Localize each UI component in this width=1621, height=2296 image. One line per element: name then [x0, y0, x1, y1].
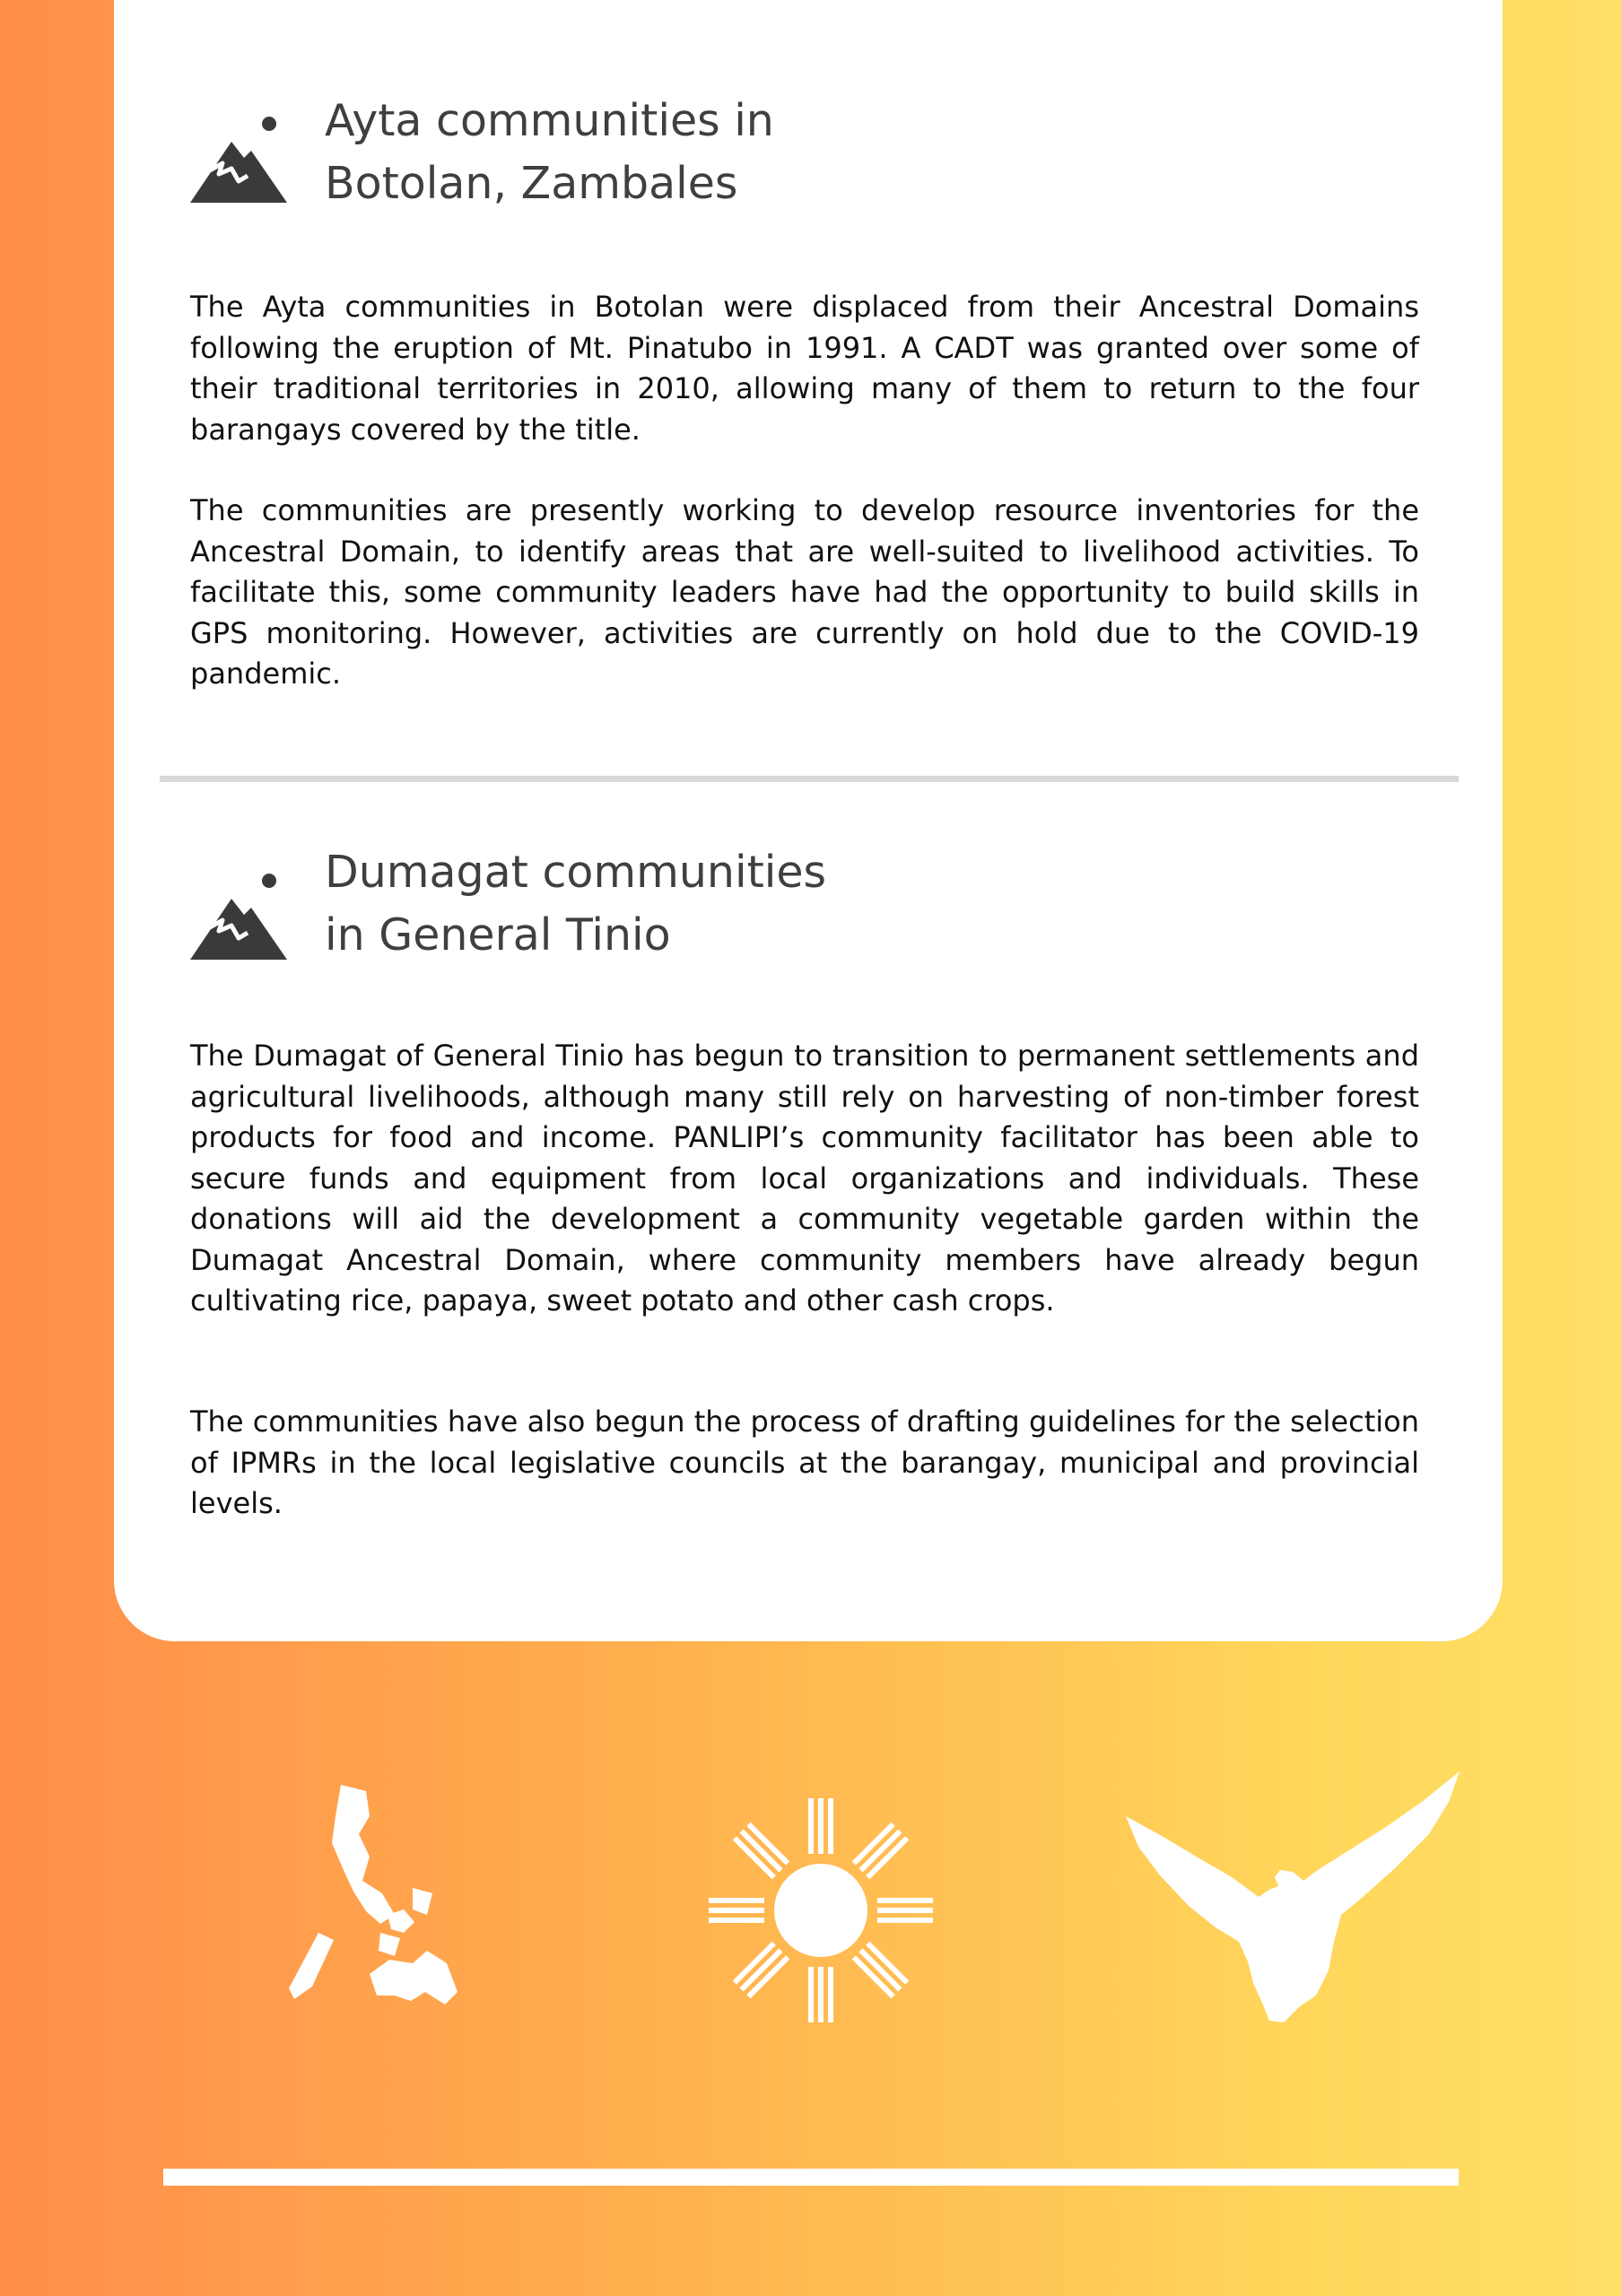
paragraph: The Dumagat of General Tinio has begun to transition to permanent settlements and agricultural livelihoods, although many still rely on harvesting of non-timber forest products for food and income. PANLIPI’s community facilitator has been able to secure funds and equipment from local organizations and individuals. These donations will aid the development a community vegetable garden within the Dumagat Ancestral Domain, where community members have already begun cultivating rice, papaya, sweet potato and other cash crops.: [190, 1039, 1419, 1318]
paragraph: The communities are presently working to develop resource inventories for the Ancestral Domain, to identify areas that are well-suited to livelihood activities. To facilitate this, some community leaders have had the opportunity to build skills in GPS monitoring. However, activities are currently on hold due to the COVID-19 pandemic.: [190, 493, 1419, 691]
section-title-line: Ayta communities in: [325, 95, 774, 146]
eagle-icon: [1126, 1771, 1467, 2031]
section-title-line: Dumagat communities: [325, 847, 827, 898]
mountain-icon: [190, 115, 287, 204]
mountain-icon: [190, 872, 287, 961]
philippines-map-icon: [269, 1780, 466, 2005]
section-divider: [160, 776, 1459, 782]
sun-icon: [704, 1794, 937, 2027]
section-title-line: in General Tinio: [325, 909, 671, 961]
paragraph: The Ayta communities in Botolan were displaced from their Ancestral Domains following the eruption of Mt. Pinatubo in 1991. A CADT was granted over some of their traditional territories in 2010, allowing many of them to return to the four barangays covered by the title.: [190, 290, 1419, 447]
paragraph: The communities have also begun the process of drafting guidelines for the selection of IPMRs in the local legislative councils at the barangay, municipal and provincial levels.: [190, 1405, 1419, 1520]
content-card: [114, 0, 1503, 1641]
section-title: [325, 90, 774, 215]
footer-rule: [163, 2169, 1459, 2186]
section-title-line: Botolan, Zambales: [325, 158, 738, 209]
section-title: [325, 841, 826, 967]
